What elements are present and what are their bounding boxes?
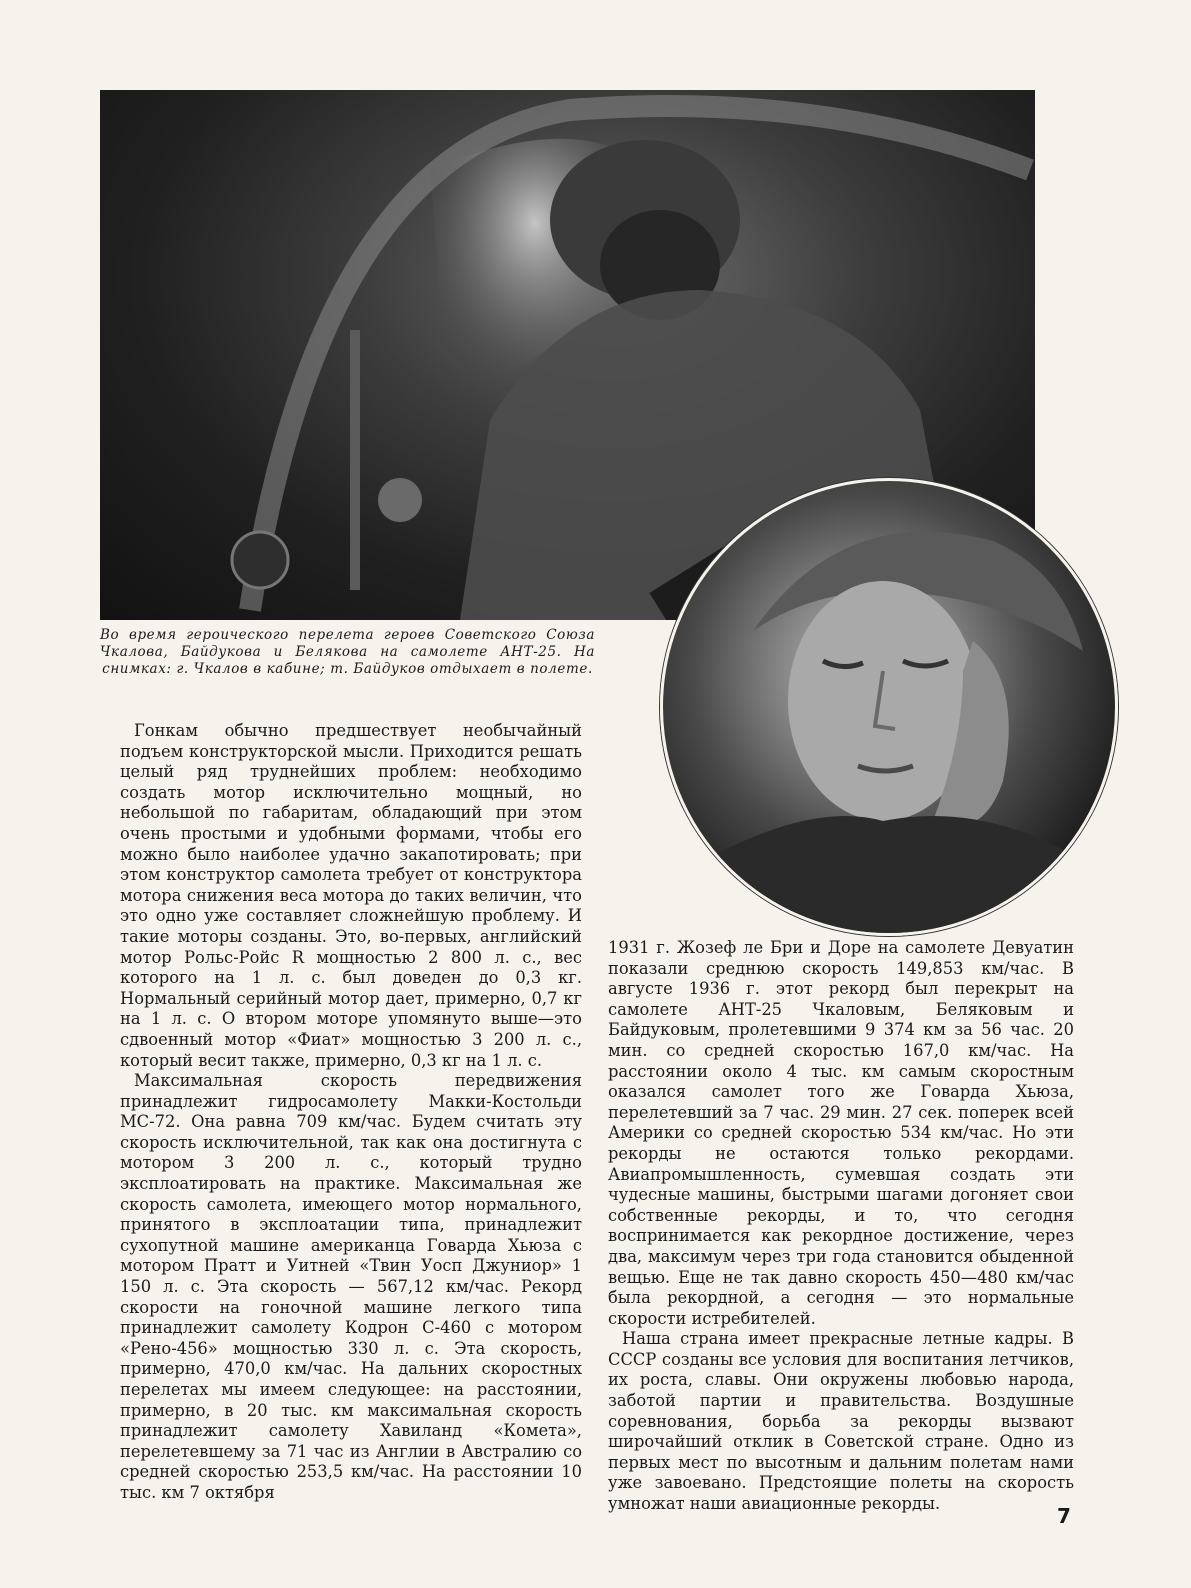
resting-pilot-photo-art xyxy=(663,481,1115,933)
article-paragraph: Максимальная скорость передвижения принадлежит гидросамолету Макки-Костольди МС-72. Она равна 709 км/час. Будем считать эту скорость исключительной, так как она достигнута с мотором 3 200 л. с., который трудно эксплоатировать на практике. Максимальная же скорость самолета, имеющего мотор нормального, принятого в эксплоатации типа, принадлежит сухопутной машине американца Говарда Хьюза с мотором Пратт и Уитней «Твин Уосп Джуниор» 1 150 л. с. Эта скорость — 567,12 км/час. Рекорд скорости на гоночной машине легкого типа принадлежит самолету Кодрон С-460 с мотором «Рено-456» мощностью 330 л. с. Эта скорость, примерно, 470,0 км/час. На дальних скоростных перелетах мы имеем следующее: на расстоянии, примерно, в 20 тыс. км максимальная скорость принадлежит самолету Хавиланд «Комета», перелетевшему за 71 час из Англии в Австралию со средней скоростью 253,5 км/час. На расстоянии 10 тыс. км 7 октября xyxy=(120,1071,582,1502)
article-paragraph-continued: 1931 г. Жозеф ле Бри и Доре на самолете Девуатин показали среднюю скорость 149,853 км/час. В августе 1936 г. этот рекорд был перекрыт на самолете АНТ-25 Чкаловым, Беляковым и Байдуковым, пролетевшими 9 374 км за 56 час. 20 мин. со средней скоростью 167,0 км/час. На расстоянии около 4 тыс. км самым скоростным оказался самолет того же Говарда Хьюза, перелетевший за 7 час. 29 мин. 27 сек. поперек всей Америки со средней скоростью 534 км/час. Но эти рекорды не остаются только рекордами. Авиапромышленность, сумевшая создать эти чудесные машины, быстрыми шагами догоняет свои собственные рекорды, и то, что сегодня воспринимается как рекордное достижение, через два, максимум через три года становится обыденной вещью. Еще не так давно скорость 450—480 км/час была рекордной, а сегодня — это нормальные скорости истребителей. xyxy=(608,938,1074,1328)
article-paragraph: Гонкам обычно предшествует необычайный подъем конструкторской мысли. Приходится решать целый ряд труднейших проблем: необходимо создать мотор исключительно мощный, но небольшой по габаритам, обладающий при этом очень простыми и удобными формами, чтобы его можно было наиболее удачно закапотировать; при этом конструктор самолета требует от конструктора мотора снижения веса мотора до таких величин, что это одно уже составляет сложнейшую проблему. И такие моторы созданы. Это, во-первых, английский мотор Рольс-Ройс R мощностью 2 800 л. с., вес которого на 1 л. с. был доведен до 0,3 кг. Нормальный серийный мотор дает, примерно, 0,7 кг на 1 л. с. О втором моторе упомянуто выше—это сдвоенный мотор «Фиат» мощностью 3 200 л. с., который весит также, примерно, 0,3 кг на 1 л. с. xyxy=(120,721,582,1070)
article-left-column xyxy=(120,721,582,1504)
article-right-column xyxy=(608,938,1074,1515)
article-paragraph: Наша страна имеет прекрасные летные кадры. В СССР созданы все условия для воспитания летчиков, их роста, славы. Они окружены любовью народа, заботой партии и правительства. Воздушные соревнования, борьба за рекорды вызвают широчайший отклик в Советской стране. Одно из первых мест по высотным и дальним полетам нами уже завоевано. Предстоящие полеты на скорость умножат наши авиационные рекорды. xyxy=(608,1329,1074,1514)
resting-pilot-photo xyxy=(660,478,1118,936)
photo-caption: Во время героического перелета героев Советского Союза Чкалова, Байдукова и Белякова на самолете АНТ-25. На снимках: г. Чкалов в кабине; т. Байдуков отдыхает в полете. xyxy=(100,627,595,677)
page-number: 7 xyxy=(1057,1504,1071,1528)
